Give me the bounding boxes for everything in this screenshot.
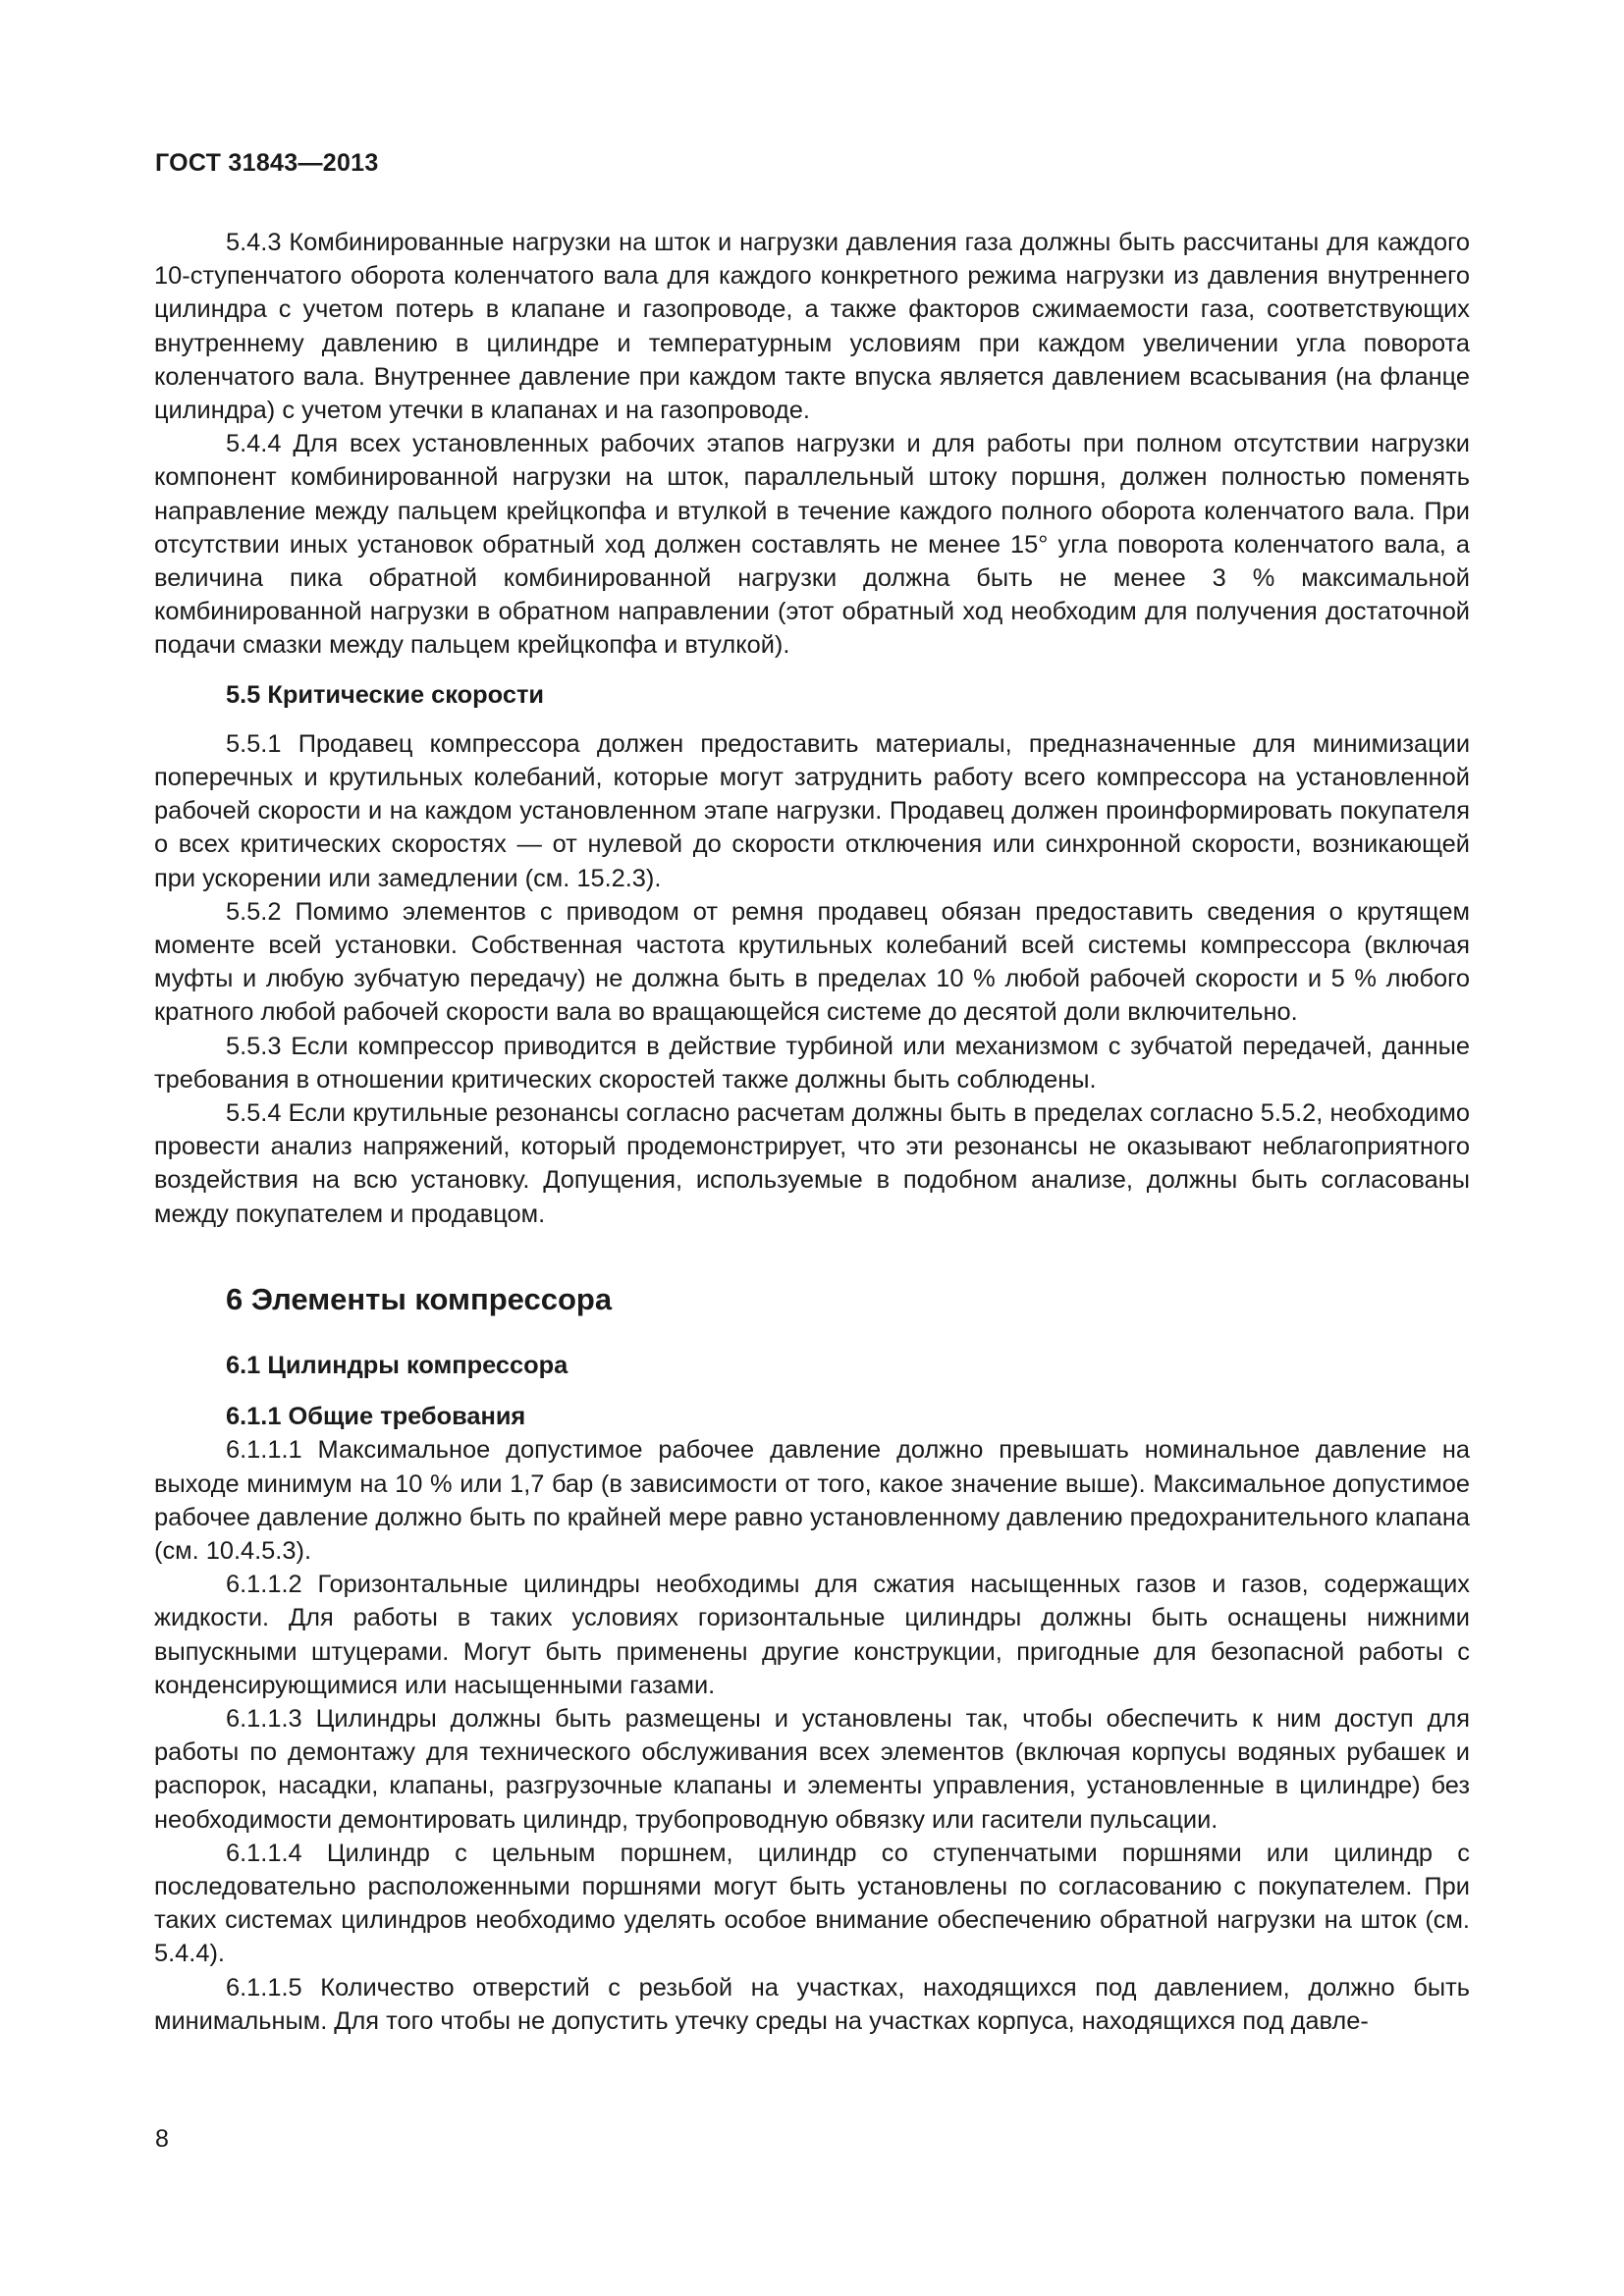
document-header: ГОСТ 31843—2013: [155, 149, 379, 177]
paragraph-5-5-1: 5.5.1 Продавец компрессора должен предоставить материалы, предназначенные для минимизации поперечных и крутильных колебаний, которые могут затруднить работу всего компрессора на установленной рабочей скорости и на каждом установленном этапе нагрузки. Продавец должен проинформировать покупателя о всех критических скоростях — от нулевой до скорости отключения или синхронной скорости, возникающей при ускорении или замедлении (см. 15.2.3).: [154, 729, 1470, 892]
paragraph-5-5-4: 5.5.4 Если крутильные резонансы согласно расчетам должны быть в пределах согласно 5.5.2, необходимо провести анализ напряжений, который продемонстрирует, что эти резонансы не оказывают неблагоприятного воздействия на всю установку. Допущения, используемые в подобном анализе, должны быть согласованы между покупателем и продавцом.: [154, 1099, 1470, 1228]
paragraph-6-1-1-2: 6.1.1.2 Горизонтальные цилиндры необходимы для сжатия насыщенных газов и газов, содержащих жидкости. Для работы в таких условиях горизонтальные цилиндры должны быть оснащены нижними выпускными штуцерами. Могут быть применены другие конструкции, пригодные для безопасной работы с конденсирующимися или насыщенными газами.: [154, 1571, 1470, 1699]
paragraph-6-1-1-5: 6.1.1.5 Количество отверстий с резьбой на участках, находящихся под давлением, должно быть минимальным. Для того чтобы не допустить утечку среды на участках корпуса, находящихся под давле-: [154, 1973, 1470, 2035]
paragraph-6-1-1-3: 6.1.1.3 Цилиндры должны быть размещены и установлены так, чтобы обеспечить к ним доступ для работы по демонтажу для технического обслуживания всех элементов (включая корпусы водяных рубашек и распорок, насадки, клапаны, разгрузочные клапаны и элементы управления, установленные в цилиндре) без необходимости демонтировать цилиндр, трубопроводную обвязку или гасители пульсации.: [154, 1704, 1470, 1834]
paragraph-5-4-3: 5.4.3 Комбинированные нагрузки на шток и нагрузки давления газа должны быть рассчитаны для каждого 10-ступенчатого оборота коленчатого вала для каждого конкретного режима нагрузки из давления внутреннего цилиндра с учетом потерь в клапане и газопроводе, а также факторов сжимаемости газа, соответствующих внутреннему давлению в цилиндре и температурным условиям при каждом увеличении угла поворота коленчатого вала. Внутреннее давление при каждом такте впуска является давлением всасывания (на фланце цилиндра) с учетом утечки в клапанах и на газопроводе.: [154, 229, 1470, 425]
paragraph-5-4-4: 5.4.4 Для всех установленных рабочих этапов нагрузки и для работы при полном отсутствии нагрузки компонент комбинированной нагрузки на шток, параллельный штоку поршня, должен полностью поменять направление между пальцем крейцкопфа и втулкой в течение каждого полного оборота коленчатого вала. При отсутствии иных установок обратный ход должен составлять не менее 15° угла поворота коленчатого вала, а величина пика обратной комбинированной нагрузки должна быть не менее 3 % максимальной комбинированной нагрузки в обратном направлении (этот обратный ход необходим для получения достаточной подачи смазки между пальцем крейцкопфа и втулкой).: [154, 430, 1470, 660]
document-body: [154, 226, 1470, 2038]
heading-6: 6 Элементы компрессора: [226, 1281, 613, 1316]
paragraph-5-5-2: 5.5.2 Помимо элементов с приводом от ремня продавец обязан предоставить сведения о крутящем моменте всей установки. Собственная частота крутильных колебаний всей системы компрессора (включая муфты и любую зубчатую передачу) не должна быть в пределах 10 % любой рабочей скорости и 5 % любого кратного любой рабочей скорости вала во вращающейся системе до десятой доли включительно.: [154, 897, 1470, 1027]
page-number: 8: [155, 2125, 169, 2153]
paragraph-6-1-1-4: 6.1.1.4 Цилиндр с цельным поршнем, цилиндр со ступенчатыми поршнями или цилиндр с последовательно расположенными поршнями могут быть установлены по согласованию с покупателем. При таких системах цилиндров необходимо уделять особое внимание обеспечению обратной нагрузки на шток (см. 5.4.4).: [154, 1839, 1470, 1968]
heading-6-1: 6.1 Цилиндры компрессора: [226, 1351, 568, 1379]
heading-6-1-1: 6.1.1 Общие требования: [226, 1403, 526, 1431]
heading-5-5: 5.5 Критические скорости: [226, 680, 545, 709]
paragraph-6-1-1-1: 6.1.1.1 Максимальное допустимое рабочее давление должно превышать номинальное давление на выходе минимум на 10 % или 1,7 бар (в зависимости от того, какое значение выше). Максимальное допустимое рабочее давление должно быть по крайней мере равно установленному давлению предохранительного клапана (см. 10.4.5.3).: [154, 1436, 1470, 1565]
paragraph-5-5-3: 5.5.3 Если компрессор приводится в действие турбиной или механизмом с зубчатой передачей, данные требования в отношении критических скоростей также должны быть соблюдены.: [154, 1032, 1470, 1094]
